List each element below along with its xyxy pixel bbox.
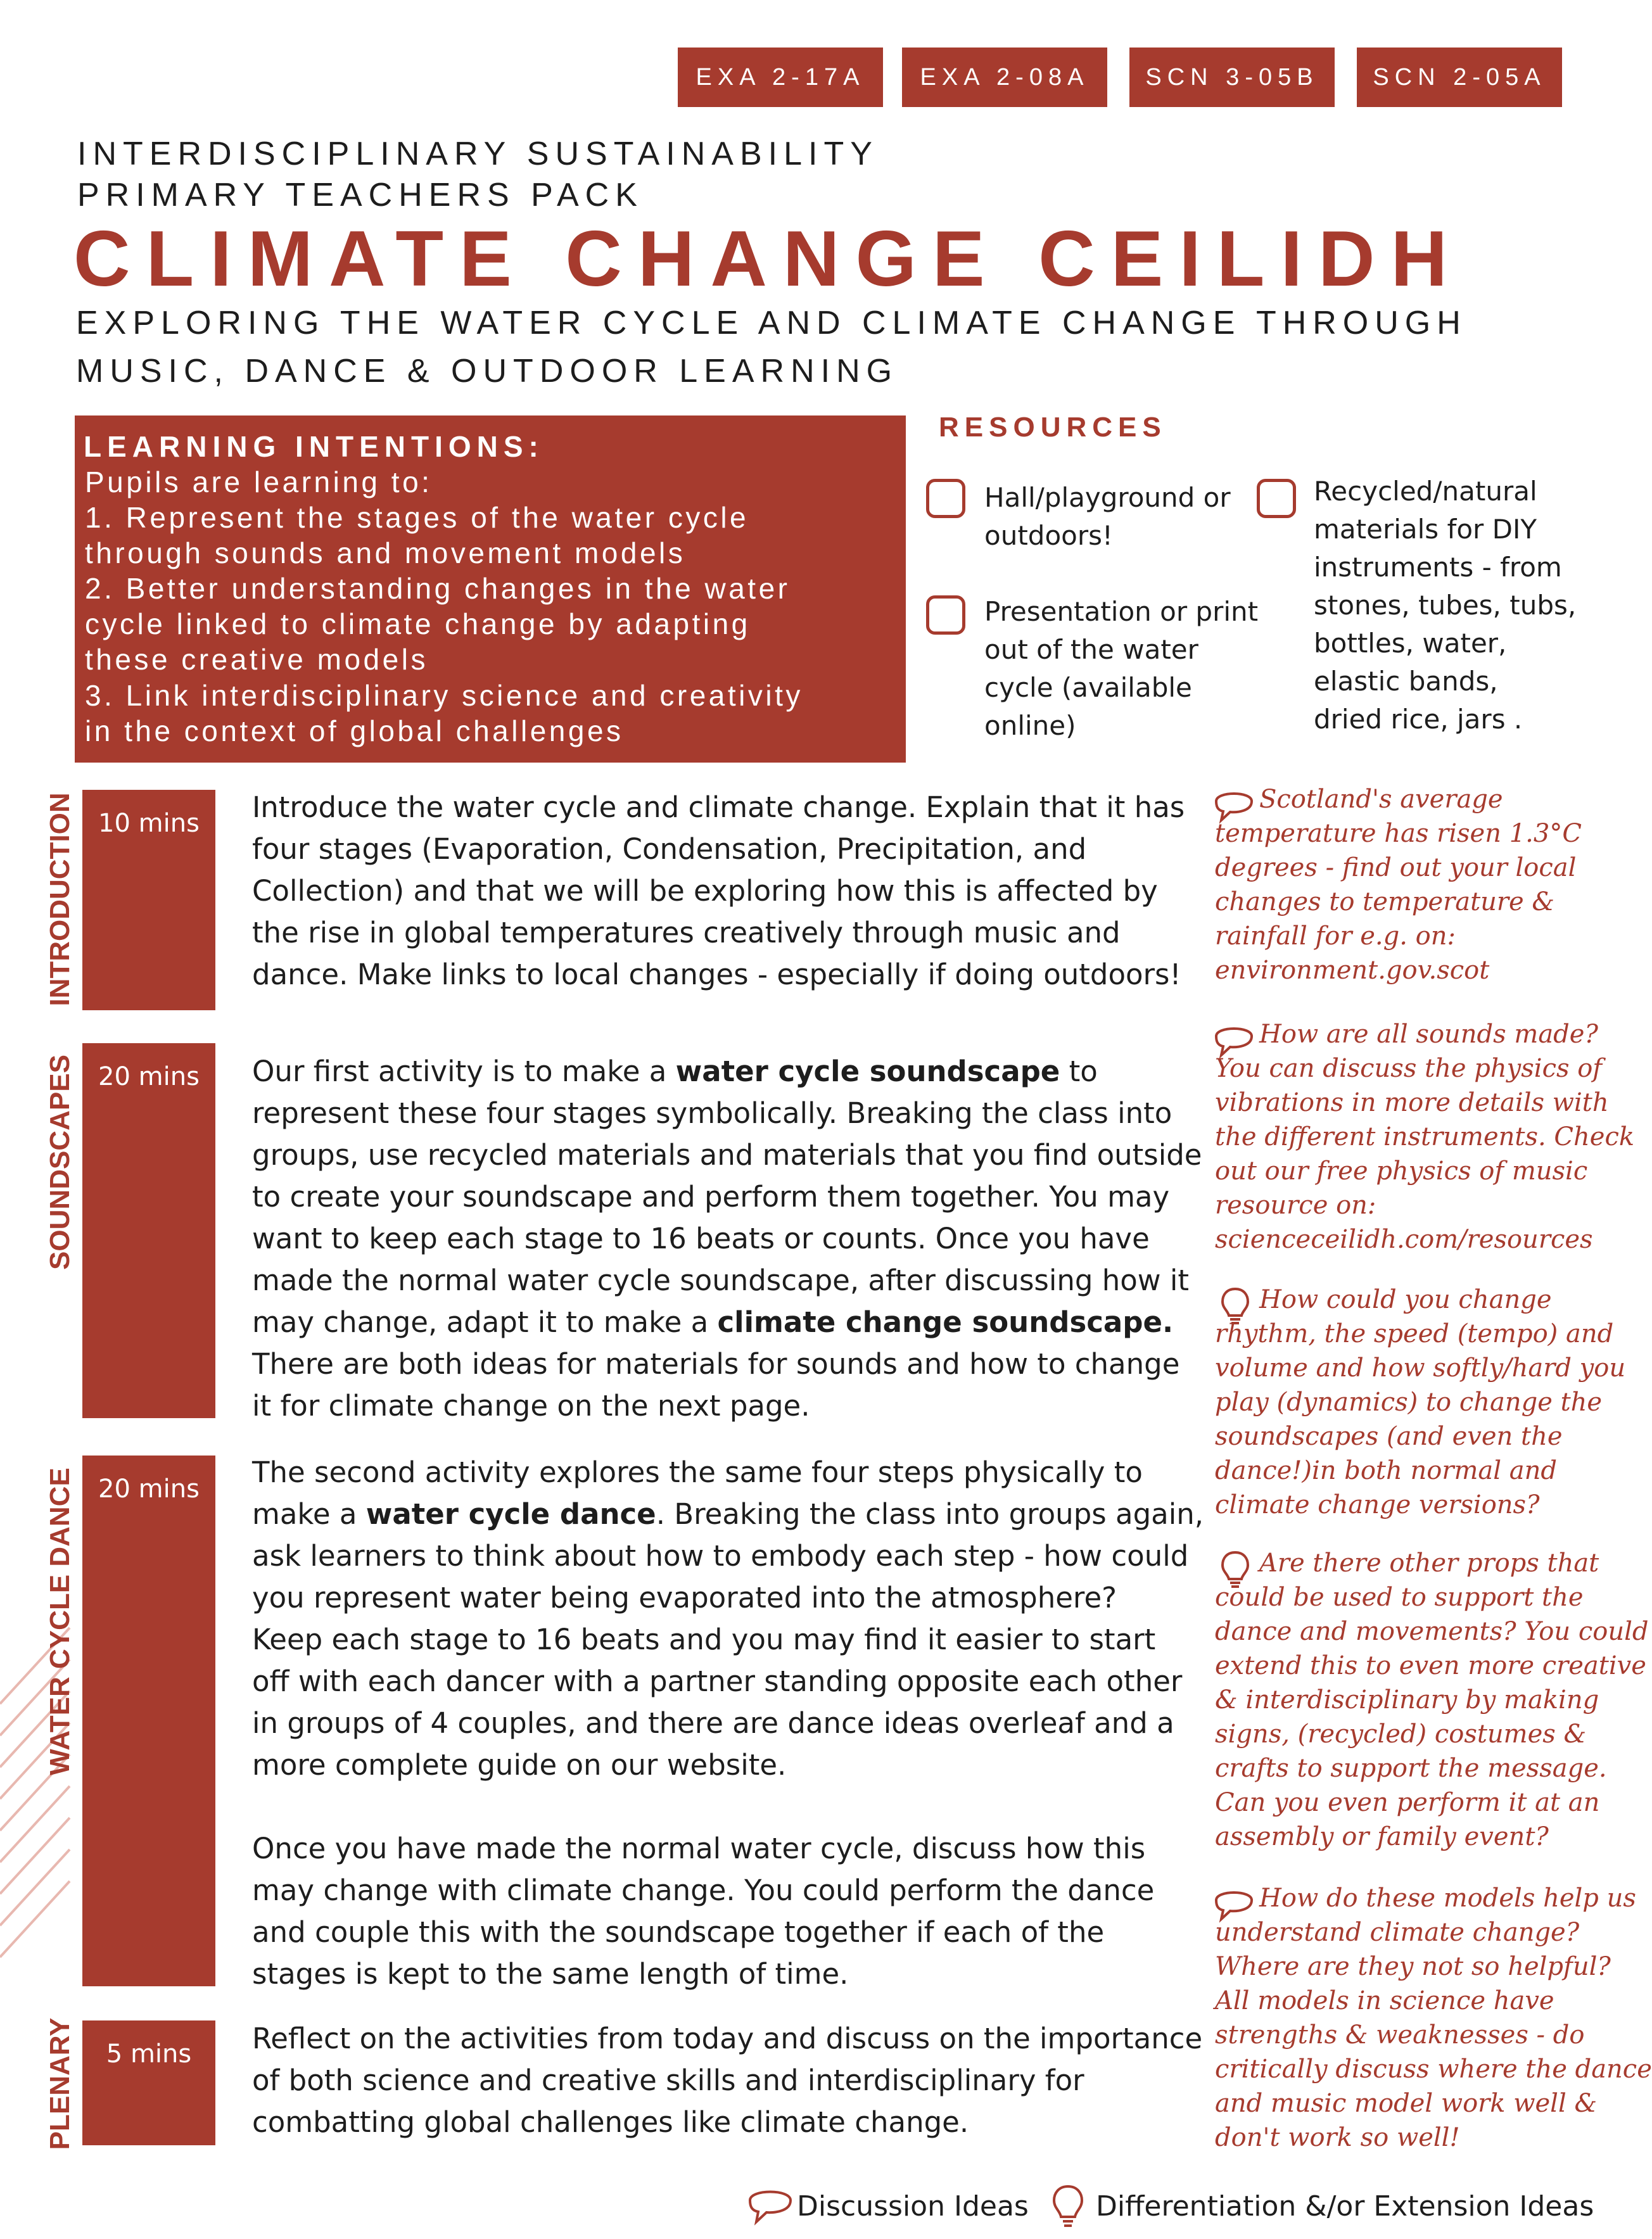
speech-bubble-icon xyxy=(745,2185,796,2226)
soundscapes-text: groups, use recycled materials and materials that you find outside xyxy=(252,1138,1202,1172)
section-label-water-cycle-dance: WATER CYCLE DANCE xyxy=(44,1468,75,1775)
dance-text: stages is kept to the same length of time. xyxy=(252,1957,849,1991)
dance-text: Keep each stage to 16 beats and you may find it easier to start xyxy=(252,1623,1156,1656)
dance-text: you represent water being evaporated into the atmosphere? xyxy=(252,1581,1117,1614)
tip-extension-rhythm: How could you change rhythm, the speed (tempo) and volume and how softly/hard you play (dynamics) to change the soundscapes (and even the dance!)in both normal and climate change versions? xyxy=(1215,1285,1626,1519)
learning-intentions-heading: LEARNING INTENTIONS: xyxy=(84,430,544,463)
speech-bubble-icon xyxy=(1211,787,1257,824)
intro-text: Introduce the water cycle and climate change. Explain that it has xyxy=(252,790,1185,824)
dance-text: make a water cycle dance. Breaking the class into groups again, xyxy=(252,1497,1204,1531)
soundscapes-text: There are both ideas for materials for sounds and how to change xyxy=(252,1347,1180,1381)
time-bar-water-cycle-dance: 20 mins xyxy=(82,1456,215,1986)
dance-text: more complete guide on our website. xyxy=(252,1748,787,1782)
curriculum-tag: SCN 2-05A xyxy=(1357,48,1562,107)
intention-line: 3. Link interdisciplinary science and creativity xyxy=(85,679,803,712)
dance-text: off with each dancer with a partner standing opposite each other xyxy=(252,1665,1183,1698)
lightbulb-icon xyxy=(1217,1285,1253,1327)
soundscapes-text: it for climate change on the next page. xyxy=(252,1389,810,1423)
dance-text: ask learners to think about how to embody each step - how could xyxy=(252,1539,1189,1573)
intro-text: four stages (Evaporation, Condensation, Precipitation, and xyxy=(252,832,1087,866)
dance-text: may change with climate change. You could perform the dance xyxy=(252,1874,1155,1907)
soundscapes-text: to create your soundscape and perform them together. You may xyxy=(252,1180,1170,1214)
curriculum-tag: EXA 2-17A xyxy=(678,48,883,107)
intention-line: these creative models xyxy=(85,643,428,676)
plenary-text: of both science and creative skills and interdisciplinary for xyxy=(252,2064,1084,2097)
intention-line: cycle linked to climate change by adapting xyxy=(85,607,751,640)
section-label-introduction: INTRODUCTION xyxy=(44,792,75,1006)
resource-item-venue: Hall/playground or outdoors! xyxy=(984,482,1231,551)
intro-text: the rise in global temperatures creatively through music and xyxy=(252,916,1121,949)
soundscapes-text: may change, adapt it to make a climate change soundscape. xyxy=(252,1305,1174,1339)
soundscapes-text: Our first activity is to make a water cycle soundscape to xyxy=(252,1055,1098,1088)
resources-heading: RESOURCES xyxy=(939,412,1167,443)
pack-series: INTERDISCIPLINARY SUSTAINABILITY xyxy=(77,136,879,172)
soundscapes-text: made the normal water cycle soundscape, after discussing how it xyxy=(252,1264,1190,1297)
time-bar-plenary: 5 mins xyxy=(82,2020,215,2145)
resource-checkbox[interactable] xyxy=(926,479,965,518)
plenary-text: Reflect on the activities from today and discuss on the importance xyxy=(252,2022,1203,2055)
tip-discussion-temperature: Scotland's average temperature has risen 1.3°C degrees - find out your local changes to temperature & rainfall for e.g. on: environment.gov.scot xyxy=(1215,782,1582,987)
curriculum-tag: SCN 3-05B xyxy=(1129,48,1335,107)
soundscapes-text: want to keep each stage to 16 beats or counts. Once you have xyxy=(252,1222,1150,1255)
pack-audience: PRIMARY TEACHERS PACK xyxy=(77,177,644,213)
lightbulb-icon xyxy=(1217,1549,1253,1590)
intention-line: 1. Represent the stages of the water cycle xyxy=(85,501,749,534)
plenary-text: combatting global challenges like climate change. xyxy=(252,2105,969,2139)
resource-checkbox[interactable] xyxy=(926,595,965,635)
section-label-plenary: PLENARY xyxy=(44,2017,75,2150)
soundscapes-text: represent these four stages symbolically. Breaking the class into xyxy=(252,1096,1172,1130)
speech-bubble-icon xyxy=(1211,1886,1257,1923)
dance-text: The second activity explores the same four steps physically to xyxy=(252,1456,1143,1489)
resource-checkbox[interactable] xyxy=(1257,479,1296,518)
subtitle-line-2: MUSIC, DANCE & OUTDOOR LEARNING xyxy=(76,353,899,390)
lightbulb-icon xyxy=(1049,2183,1087,2232)
resource-item-presentation: Presentation or print out of the water cycle (available online) xyxy=(984,596,1259,741)
curriculum-tag: EXA 2-08A xyxy=(902,48,1107,107)
tip-discussion-models: How do these models help us understand climate change? Where are they not so helpful? All models in science have strengths & weaknesses - do critically discuss where the dance and music model work well & don't work so well! xyxy=(1215,1881,1652,2155)
dance-text: and couple this with the soundscape together if each of the xyxy=(252,1915,1105,1949)
page-title: CLIMATE CHANGE CEILIDH xyxy=(73,215,1464,303)
speech-bubble-icon xyxy=(1211,1022,1257,1059)
tip-discussion-sounds: How are all sounds made? You can discuss the physics of vibrations in more details with the different instruments. Check out our free physics of music resource on: scienceceilidh.com/resources xyxy=(1215,1017,1634,1257)
time-bar-soundscapes: 20 mins xyxy=(82,1043,215,1418)
dance-text: in groups of 4 couples, and there are dance ideas overleaf and a xyxy=(252,1706,1174,1740)
section-label-soundscapes: SOUNDSCAPES xyxy=(44,1055,75,1270)
resource-item-materials: Recycled/natural materials for DIY instruments - from stones, tubes, tubs, bottles, water, elastic bands, dried rice, jars . xyxy=(1314,476,1577,735)
intention-line: through sounds and movement models xyxy=(85,536,686,569)
intention-line: Pupils are learning to: xyxy=(85,466,433,498)
time-bar-introduction: 10 mins xyxy=(82,790,215,1010)
tip-extension-props: Are there other props that could be used to support the dance and movements? You could extend this to even more creative & interdisciplinary by making signs, (recycled) costumes & crafts to support the message. Can you even perform it at an assembly or family event? xyxy=(1215,1549,1649,1851)
intention-line: 2. Better understanding changes in the water xyxy=(85,572,791,605)
intention-line: in the context of global challenges xyxy=(85,714,624,747)
subtitle-line-1: EXPLORING THE WATER CYCLE AND CLIMATE CHANGE THROUGH xyxy=(76,305,1467,341)
intro-text: dance. Make links to local changes - especially if doing outdoors! xyxy=(252,958,1181,991)
intro-text: Collection) and that we will be exploring how this is affected by xyxy=(252,874,1158,908)
legend-discussion: Discussion Ideas xyxy=(797,2190,1029,2223)
dance-text: Once you have made the normal water cycle, discuss how this xyxy=(252,1832,1146,1865)
legend-differentiation: Differentiation &/or Extension Ideas xyxy=(1096,2190,1594,2223)
learning-intentions-box xyxy=(75,415,906,763)
